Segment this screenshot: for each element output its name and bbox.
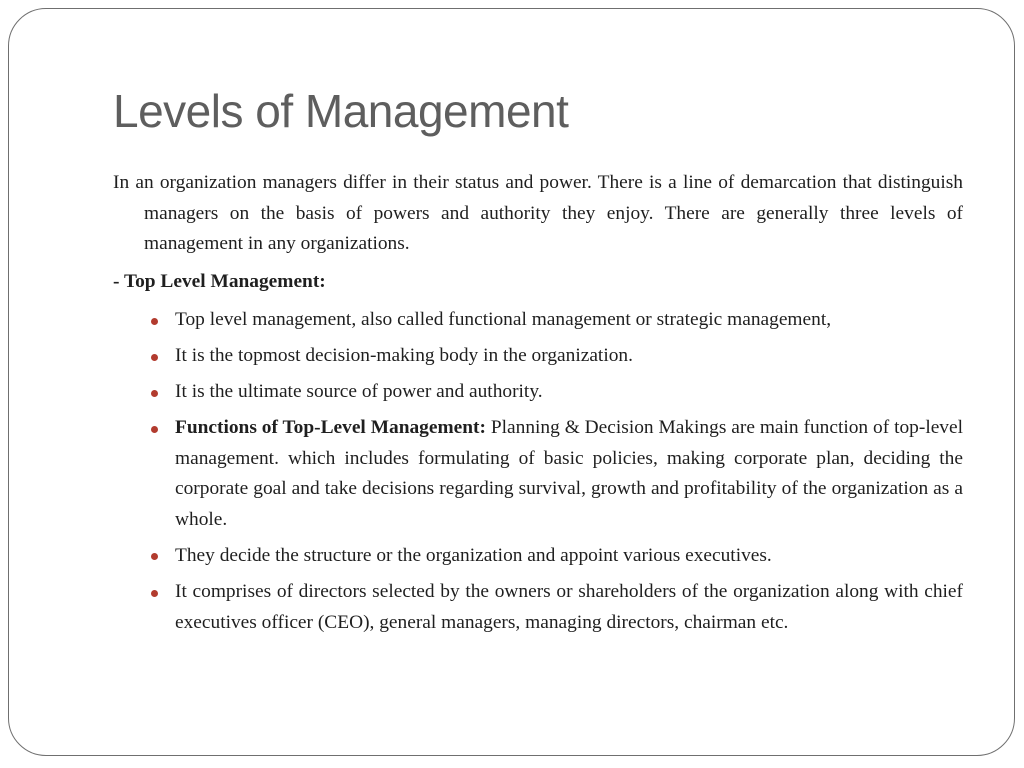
list-item-text: It comprises of directors selected by the owners or shareholders of the organization along with chief executives officer (CEO), general managers, managing directors, chairman etc. [175, 581, 963, 633]
bullet-icon [151, 390, 158, 397]
list-item-text: They decide the structure or the organization and appoint various executives. [175, 544, 772, 566]
list-item [113, 305, 963, 336]
slide-title: Levels of Management [113, 85, 569, 137]
list-item-text: Planning & Decision Makings are main function of top-level management. which includes formulating of basic policies, making corporate plan, deciding the corporate goal and take decisions regarding survival, growth and profitability of the organization as a whole. [175, 417, 963, 530]
list-item [113, 541, 963, 572]
section-heading: - Top Level Management: [113, 270, 326, 292]
bullet-icon [151, 318, 158, 325]
list-item [113, 377, 963, 408]
list-item [113, 577, 963, 638]
bullet-icon [151, 426, 158, 433]
bullet-icon [151, 553, 158, 560]
bullet-icon [151, 590, 158, 597]
list-item-bold-lead: Functions of Top-Level Management: [175, 417, 486, 439]
slide-body [113, 168, 963, 638]
list-item-text: It is the ultimate source of power and authority. [175, 381, 543, 403]
list-item [113, 413, 963, 535]
list-item-text: It is the topmost decision-making body in the organization. [175, 345, 633, 367]
list-item [113, 341, 963, 372]
bullet-icon [151, 354, 158, 361]
bullet-list [113, 305, 963, 638]
intro-paragraph: In an organization managers differ in their status and power. There is a line of demarcation that distinguish managers on the basis of powers and authority they enjoy. There are generally three levels of management in any organizations. [113, 172, 963, 254]
list-item-text: Top level management, also called functional management or strategic management, [175, 309, 832, 331]
